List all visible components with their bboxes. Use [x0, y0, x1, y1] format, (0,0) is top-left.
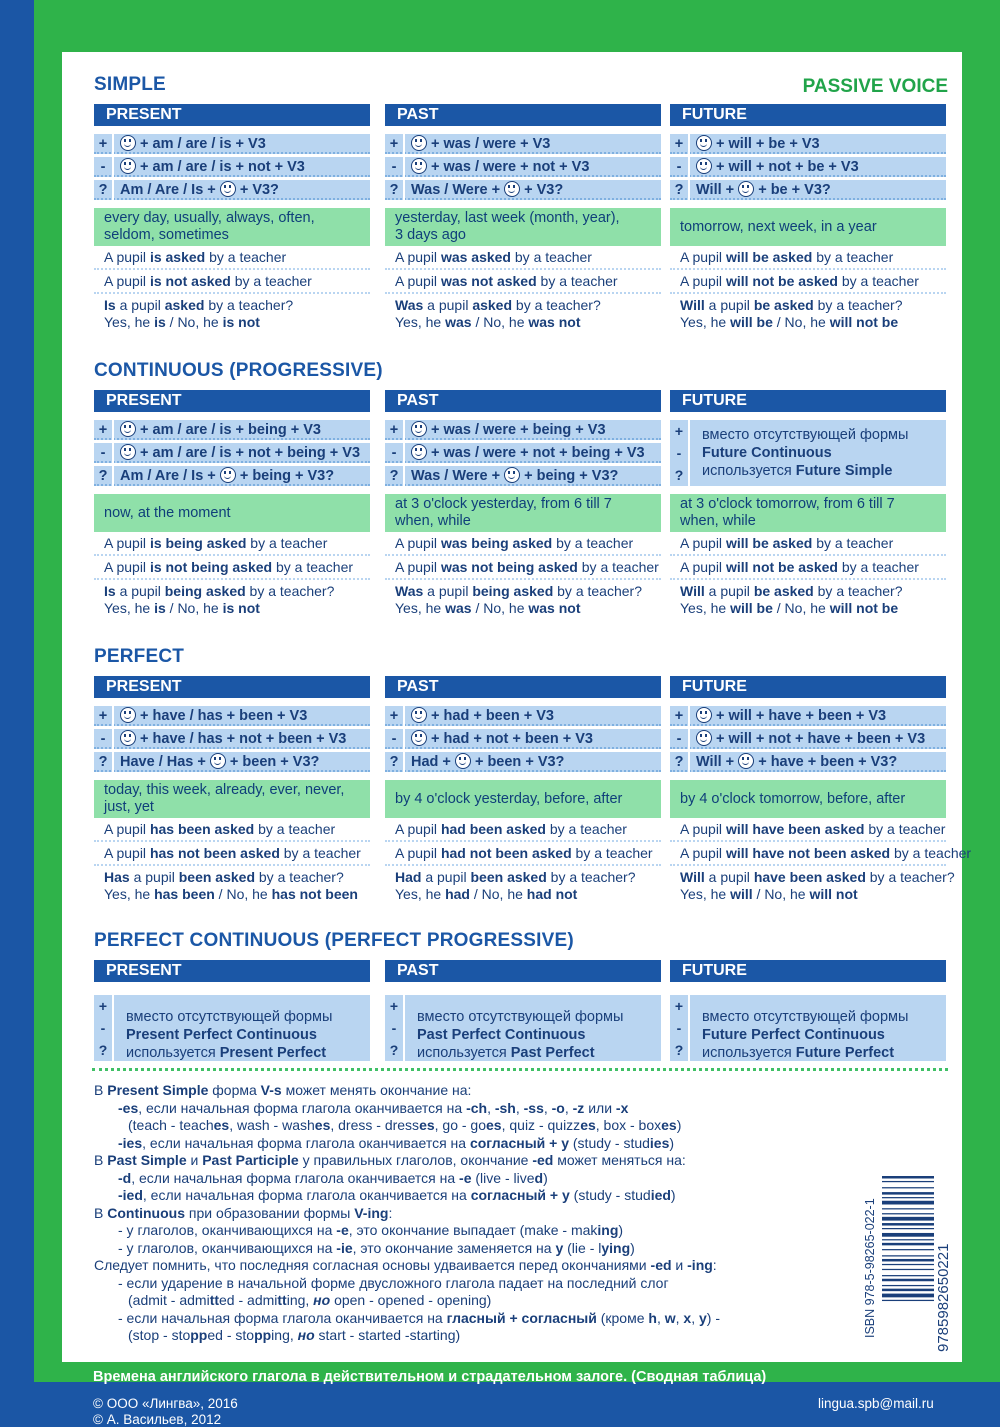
- column-header: PAST: [385, 104, 661, 126]
- copyright-author: © А. Васильев, 2012: [93, 1412, 222, 1427]
- formula-row: [385, 706, 661, 726]
- formula-sign: -: [670, 729, 690, 749]
- formula-sign: ?: [670, 752, 690, 772]
- barcode-bar: [882, 1249, 934, 1250]
- formula-text: + was / were + being + V3: [411, 420, 606, 440]
- rules-divider: [92, 1068, 948, 1071]
- example-sentence: Will a pupil be asked by a teacher? Yes, he will be / No, he will not be: [680, 583, 903, 616]
- time-markers-text: by 4 o'clock tomorrow, before, after: [680, 790, 906, 807]
- formula-sign: ?: [94, 466, 114, 486]
- smiley-icon: [411, 730, 427, 746]
- smiley-icon: [220, 467, 236, 483]
- time-markers-text: yesterday, last week (month, year), 3 days ago: [395, 210, 620, 243]
- formula-text: + will + not + have + been + V3: [696, 729, 925, 749]
- column-header: FUTURE: [670, 104, 946, 126]
- contact-email[interactable]: lingua.spb@mail.ru: [818, 1396, 934, 1411]
- perfect-past-column: [385, 676, 661, 905]
- simple-future-column: [670, 104, 946, 333]
- time-markers-text: today, this week, already, ever, never, just, yet: [104, 782, 345, 815]
- formula-row: [670, 180, 946, 200]
- substitute-note-text: вместо отсутствующей формы Present Perfect Continuous используется Present Perfect: [126, 1009, 333, 1061]
- example-sentence: Is a pupil asked by a teacher? Yes, he is / No, he is not: [104, 297, 294, 330]
- substitute-note: [94, 995, 370, 1061]
- formula-text: Have / Has + + been + V3?: [120, 754, 320, 770]
- smiley-icon: [504, 467, 520, 483]
- formula-text: Will + + have + been + V3?: [696, 754, 898, 770]
- formula-row: [385, 466, 661, 486]
- example-sentence: A pupil will be asked by a teacher: [670, 246, 946, 270]
- formula-text: + will + be + V3: [696, 134, 820, 154]
- barcode-bar: [882, 1239, 934, 1240]
- column-header: PRESENT: [94, 960, 370, 982]
- formula-signs: + - ?: [670, 995, 690, 1061]
- section-title-continuous: CONTINUOUS (PROGRESSIVE): [94, 360, 383, 381]
- section-title-perfect-continuous: PERFECT CONTINUOUS (PERFECT PROGRESSIVE): [94, 930, 574, 951]
- example-sentence: Was a pupil being asked by a teacher? Yes, he was / No, he was not: [395, 583, 642, 616]
- isbn-text: ISBN 978-5-98265-022-1: [863, 1198, 877, 1338]
- formula-row: [94, 752, 370, 772]
- formula-row: [94, 729, 370, 749]
- formula-row: [94, 420, 370, 440]
- time-markers: [94, 208, 370, 246]
- smiley-icon: [738, 181, 754, 197]
- formula-signs: + - ?: [670, 420, 690, 486]
- rule-line: В Past Simple и Past Participle у правильных глаголов, окончание -ed может меняться на:: [94, 1152, 686, 1168]
- example-sentence: A pupil was being asked by a teacher: [385, 532, 661, 556]
- formula-sign: -: [385, 443, 405, 463]
- formula-signs: + - ?: [94, 995, 114, 1061]
- simple-present-column: [94, 104, 370, 333]
- barcode-bar: [882, 1223, 934, 1226]
- barcode-bar: [882, 1255, 934, 1256]
- formula-sign: ?: [385, 752, 405, 772]
- barcode-bar: [882, 1243, 934, 1246]
- time-markers-text: by 4 o'clock yesterday, before, after: [395, 790, 623, 807]
- formula-text: + was / were + not + V3: [411, 157, 589, 177]
- rule-line: -es, если начальная форма глагола оканчивается на -ch, -sh, -ss, -o, -z или -x: [118, 1099, 629, 1116]
- example-sentence: A pupil will be asked by a teacher: [670, 532, 946, 556]
- rule-line: -ied, если начальная форма глагола оканчивается на согласный + y (study - studied): [118, 1187, 676, 1203]
- barcode-digits: 9785982650221: [935, 1243, 952, 1352]
- rule-line: В Continuous при образовании формы V-ing:: [94, 1204, 393, 1221]
- substitute-note: [670, 420, 946, 486]
- formula-sign: -: [94, 157, 114, 177]
- perfect-present-column: [94, 676, 370, 905]
- smiley-icon: [455, 753, 471, 769]
- formula-sign: -: [385, 729, 405, 749]
- smiley-icon: [220, 181, 236, 197]
- formula-text: + will + have + been + V3: [696, 706, 886, 726]
- barcode-bar: [882, 1187, 934, 1188]
- time-markers-text: at 3 o'clock tomorrow, from 6 till 7 when, while: [680, 496, 895, 529]
- example-sentence: Was a pupil asked by a teacher? Yes, he was / No, he was not: [395, 297, 601, 330]
- rule-line: - у глаголов, оканчивающихся на -e, это окончание выпадает (make - making): [118, 1222, 624, 1238]
- perfect-future-column: [670, 676, 972, 905]
- barcode-bar: [882, 1181, 934, 1182]
- example-sentence: A pupil had been asked by a teacher: [385, 818, 661, 842]
- rule-line: - если начальная форма глагола оканчивается на гласный + согласный (кроме h, w, x, y) -: [118, 1309, 721, 1326]
- formula-text: Will + + be + V3?: [696, 182, 831, 198]
- rule-line: (teach - teaches, wash - washes, dress - dresses, go - goes, quiz - quizzes, box - boxes): [128, 1117, 682, 1133]
- formula-sign: +: [385, 134, 405, 154]
- column-header: FUTURE: [670, 960, 946, 982]
- rule-line: (stop - stopped - stopping, но start - started -starting): [128, 1327, 461, 1343]
- example-sentence: A pupil will have not been asked by a teacher: [670, 842, 946, 866]
- barcode-bar: [882, 1217, 934, 1221]
- formula-sign: +: [94, 134, 114, 154]
- smiley-icon: [120, 158, 136, 174]
- example-sentence: A pupil has not been asked by a teacher: [94, 842, 370, 866]
- formula-text: + had + been + V3: [411, 706, 554, 726]
- column-header: PRESENT: [94, 104, 370, 126]
- formula-sign: -: [670, 157, 690, 177]
- formula-row: [670, 706, 946, 726]
- formula-row: [385, 752, 661, 772]
- formula-row: [94, 180, 370, 200]
- time-markers: [94, 780, 370, 818]
- example-sentence: Is a pupil being asked by a teacher? Yes, he is / No, he is not: [104, 583, 335, 616]
- rule-line: - если ударение в начальной форме двусложного глагола падает на последний слог: [118, 1274, 669, 1291]
- barcode-bar: [882, 1279, 934, 1282]
- example-sentence: Has a pupil been asked by a teacher? Yes, he has been / No, he has not been: [104, 869, 358, 902]
- example-sentence: A pupil has been asked by a teacher: [94, 818, 370, 842]
- barcode-bar: [882, 1294, 934, 1298]
- formula-row: [385, 443, 661, 463]
- smiley-icon: [504, 181, 520, 197]
- smiley-icon: [696, 730, 712, 746]
- rule-line: Следует помнить, что последняя согласная основы удваивается перед окончаниями -ed и -ing:: [94, 1257, 717, 1273]
- perfect-continuous-present-column: [94, 960, 370, 1061]
- column-header: PRESENT: [94, 676, 370, 698]
- example-sentence: A pupil will not be asked by a teacher: [670, 270, 946, 294]
- section-title-simple: SIMPLE: [94, 74, 166, 95]
- copyright-lingva: © ООО «Лингва», 2016: [93, 1396, 238, 1411]
- time-markers: [385, 208, 661, 246]
- smiley-icon: [120, 135, 136, 151]
- formula-row: [94, 157, 370, 177]
- time-markers-text: every day, usually, always, often, seldom, sometimes: [104, 210, 315, 243]
- barcode-bar: [882, 1300, 934, 1301]
- example-sentence: A pupil was not asked by a teacher: [385, 270, 661, 294]
- rule-line: -ies, если начальная форма глагола оканчивается на согласный + y (study - studies): [118, 1134, 675, 1151]
- time-markers: [94, 494, 370, 532]
- smiley-icon: [738, 753, 754, 769]
- barcode-bar: [882, 1228, 934, 1229]
- formula-sign: -: [385, 157, 405, 177]
- formula-sign: +: [385, 420, 405, 440]
- formula-sign: ?: [385, 180, 405, 200]
- formula-text: Am / Are / Is + + V3?: [120, 182, 279, 198]
- smiley-icon: [120, 730, 136, 746]
- substitute-note-text: вместо отсутствующей формы Past Perfect Continuous используется Past Perfect: [417, 1009, 624, 1061]
- example-sentence: Will a pupil be asked by a teacher? Yes, he will be / No, he will not be: [680, 297, 903, 330]
- formula-text: Am / Are / Is + + being + V3?: [120, 468, 335, 484]
- rule-line: В Present Simple форма V-s может менять окончание на:: [94, 1082, 472, 1098]
- perfect-continuous-future-column: [670, 960, 946, 1061]
- column-header: PAST: [385, 676, 661, 698]
- time-markers-text: now, at the moment: [104, 504, 231, 521]
- formula-text: + will + not + be + V3: [696, 157, 859, 177]
- formula-text: Had + + been + V3?: [411, 754, 565, 770]
- formula-sign: +: [670, 706, 690, 726]
- barcode-bars: [882, 1176, 934, 1301]
- formula-text: + am / are / is + not + V3: [120, 157, 305, 177]
- formula-text: Was / Were + + being + V3?: [411, 468, 619, 484]
- barcode-bar: [882, 1264, 934, 1265]
- formula-text: + have / has + not + been + V3: [120, 729, 346, 749]
- column-header: PAST: [385, 390, 661, 412]
- formula-sign: ?: [385, 466, 405, 486]
- time-markers: [670, 208, 946, 246]
- smiley-icon: [411, 444, 427, 460]
- formula-sign: +: [94, 420, 114, 440]
- spelling-rules: [94, 1082, 764, 1345]
- example-sentence: A pupil was not being asked by a teacher: [385, 556, 661, 580]
- formula-sign: ?: [94, 180, 114, 200]
- example-sentence: A pupil will have been asked by a teacher: [670, 818, 946, 842]
- continuous-present-column: [94, 390, 370, 619]
- time-markers-text: tomorrow, next week, in a year: [680, 218, 877, 235]
- formula-text: + had + not + been + V3: [411, 729, 593, 749]
- time-markers: [670, 494, 946, 532]
- substitute-note: [385, 995, 661, 1061]
- barcode-bar: [882, 1197, 934, 1198]
- smiley-icon: [120, 707, 136, 723]
- smiley-icon: [411, 158, 427, 174]
- substitute-note-text: вместо отсутствующей формы Future Continuous используется Future Simple: [702, 427, 909, 479]
- formula-row: [670, 729, 946, 749]
- time-markers: [385, 780, 661, 818]
- formula-row: [385, 729, 661, 749]
- example-sentence: A pupil is not being asked by a teacher: [94, 556, 370, 580]
- formula-row: [670, 134, 946, 154]
- example-sentence: A pupil will not be asked by a teacher: [670, 556, 946, 580]
- column-header: PAST: [385, 960, 661, 982]
- isbn-barcode: [858, 1170, 950, 1360]
- formula-text: + have / has + been + V3: [120, 706, 307, 726]
- formula-row: [670, 752, 946, 772]
- formula-row: [94, 706, 370, 726]
- formula-row: [385, 134, 661, 154]
- rule-line: - у глаголов, оканчивающихся на -ie, это окончание заменяется на y (lie - lying): [118, 1239, 635, 1256]
- formula-sign: +: [94, 706, 114, 726]
- formula-sign: +: [385, 706, 405, 726]
- barcode-bar: [882, 1213, 934, 1214]
- section-title-perfect: PERFECT: [94, 646, 185, 667]
- perfect-continuous-past-column: [385, 960, 661, 1061]
- example-sentence: A pupil is being asked by a teacher: [94, 532, 370, 556]
- column-header: PRESENT: [94, 390, 370, 412]
- formula-row: [94, 466, 370, 486]
- formula-row: [94, 443, 370, 463]
- barcode-bar: [882, 1285, 934, 1286]
- substitute-note: [670, 995, 946, 1061]
- formula-text: + am / are / is + V3: [120, 134, 266, 154]
- smiley-icon: [210, 753, 226, 769]
- example-sentence: Had a pupil been asked by a teacher? Yes, he had / No, he had not: [395, 869, 636, 902]
- smiley-icon: [411, 421, 427, 437]
- footer-title: Времена английского глагола в действительном и страдательном залоге. (Сводная таблица): [93, 1369, 767, 1385]
- example-sentence: A pupil was asked by a teacher: [385, 246, 661, 270]
- formula-sign: -: [94, 729, 114, 749]
- example-sentence: Will a pupil have been asked by a teacher? Yes, he will / No, he will not: [680, 869, 955, 902]
- formula-row: [385, 180, 661, 200]
- rule-line: -d, если начальная форма глагола оканчивается на -e (live - lived): [118, 1169, 548, 1186]
- formula-text: + am / are / is + being + V3: [120, 420, 321, 440]
- smiley-icon: [411, 707, 427, 723]
- barcode-bar: [882, 1176, 934, 1179]
- example-sentence: A pupil had not been asked by a teacher: [385, 842, 661, 866]
- barcode-bar: [882, 1259, 934, 1262]
- barcode-bar: [882, 1275, 934, 1276]
- column-header: FUTURE: [670, 676, 946, 698]
- barcode-bar: [882, 1289, 934, 1292]
- barcode-bar: [882, 1192, 934, 1195]
- smiley-icon: [696, 135, 712, 151]
- smiley-icon: [411, 135, 427, 151]
- smiley-icon: [120, 421, 136, 437]
- smiley-icon: [696, 158, 712, 174]
- continuous-future-column: [670, 390, 946, 619]
- smiley-icon: [696, 707, 712, 723]
- formula-text: + was / were + V3: [411, 134, 550, 154]
- barcode-bar: [882, 1269, 934, 1270]
- time-markers: [385, 494, 661, 532]
- time-markers: [670, 780, 946, 818]
- formula-sign: ?: [94, 752, 114, 772]
- example-sentence: A pupil is asked by a teacher: [94, 246, 370, 270]
- formula-sign: +: [670, 134, 690, 154]
- formula-row: [385, 157, 661, 177]
- substitute-note-text: вместо отсутствующей формы Future Perfect Continuous используется Future Perfect: [702, 1009, 909, 1061]
- barcode-bar: [882, 1201, 934, 1205]
- formula-sign: ?: [670, 180, 690, 200]
- barcode-bar: [882, 1233, 934, 1237]
- formula-row: [670, 157, 946, 177]
- formula-text: Was / Were + + V3?: [411, 182, 564, 198]
- formula-sign: -: [94, 443, 114, 463]
- example-sentence: A pupil is not asked by a teacher: [94, 270, 370, 294]
- column-header: FUTURE: [670, 390, 946, 412]
- formula-row: [385, 420, 661, 440]
- formula-text: + was / were + not + being + V3: [411, 443, 645, 463]
- simple-past-column: [385, 104, 661, 333]
- smiley-icon: [120, 444, 136, 460]
- passive-voice-title: PASSIVE VOICE: [802, 76, 948, 97]
- rule-line: (admit - admitted - admitting, но open - opened - opening): [128, 1292, 492, 1308]
- formula-signs: + - ?: [385, 995, 405, 1061]
- continuous-past-column: [385, 390, 661, 619]
- barcode-bar: [882, 1208, 934, 1209]
- formula-text: + am / are / is + not + being + V3: [120, 443, 360, 463]
- formula-row: [94, 134, 370, 154]
- time-markers-text: at 3 o'clock yesterday, from 6 till 7 when, while: [395, 496, 612, 529]
